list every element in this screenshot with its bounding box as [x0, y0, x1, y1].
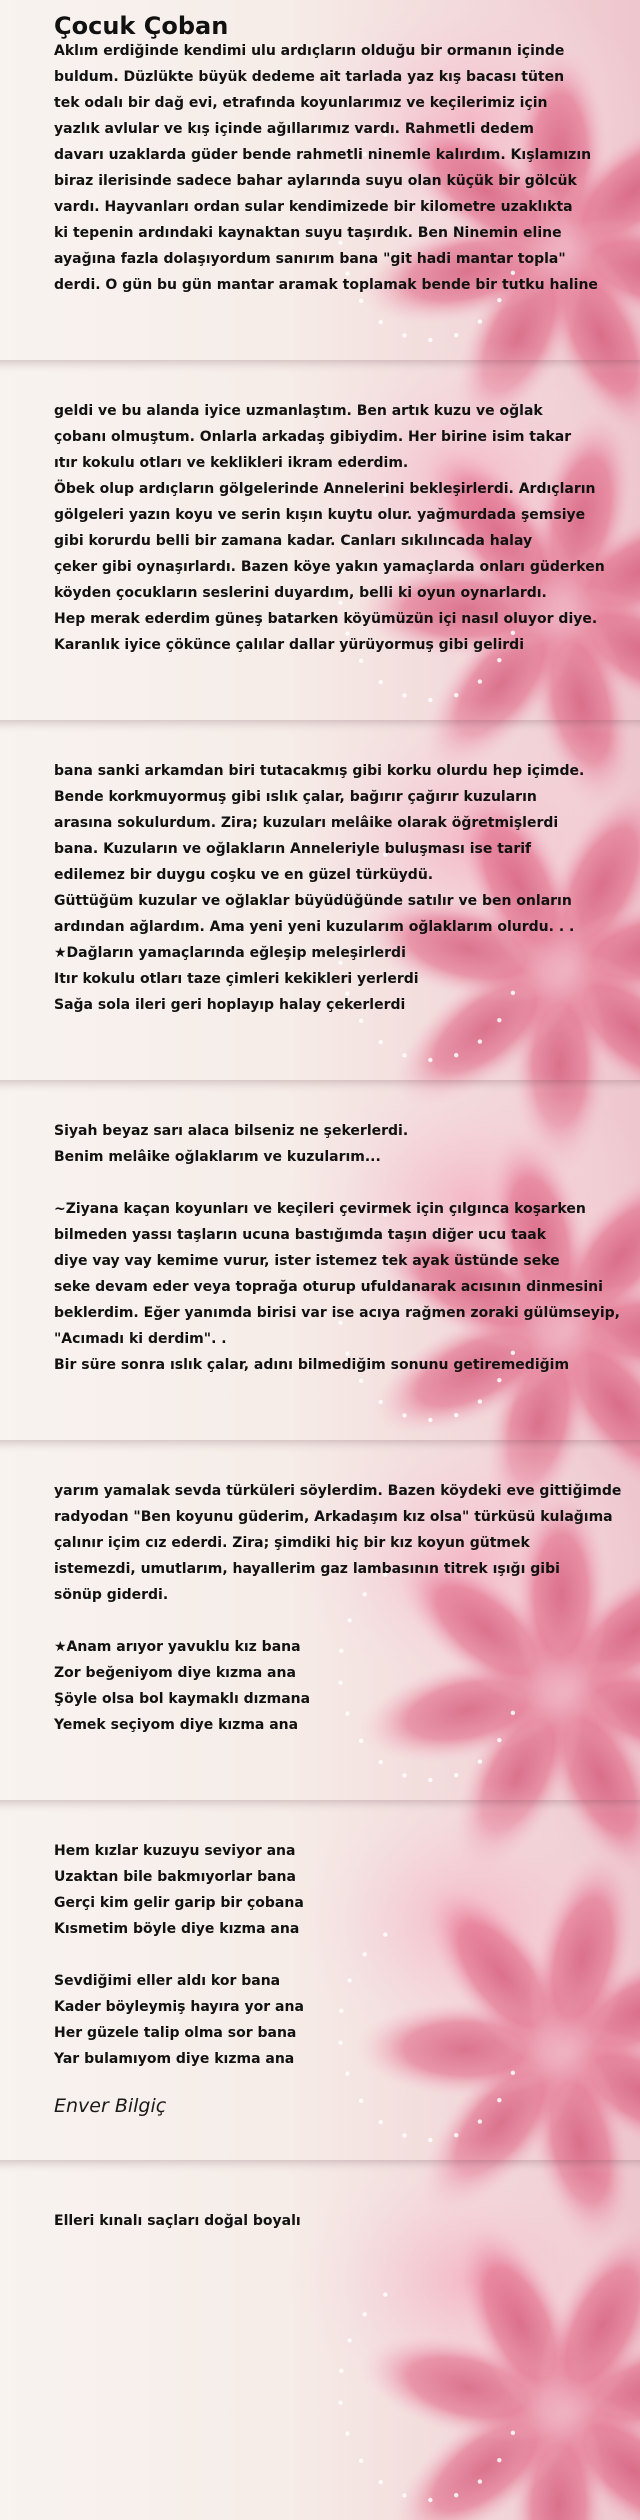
poem-line: Uzaktan bile bakmıyorlar bana	[54, 1869, 296, 1885]
poem-block	[54, 1118, 624, 1378]
poem-line: gölgeleri yazın koyu ve serin kışın kuytu olur. yağmurdada şemsiye	[54, 507, 586, 523]
poem-block	[54, 2208, 624, 2234]
poem-line: biraz ilerisinde sadece bahar aylarında suyu olan küçük bir gölcük	[54, 173, 577, 189]
poem-line: ardından ağlardım. Ama yeni yeni kuzularım oğlaklarım olurdu. . .	[54, 919, 575, 935]
poem-line	[54, 1170, 624, 1196]
poem-line	[54, 1942, 624, 1968]
poem-line: Öbek olup ardıçların gölgelerinde Annelerini bekleşirlerdi. Ardıçların	[54, 481, 596, 497]
poem-block	[54, 38, 624, 298]
poem-line: bana. Kuzuların ve oğlakların Anneleriyle buluşması ise tarif	[54, 841, 532, 857]
poem-line: arasına sokulurdum. Zira; kuzuları melâike olarak öğretmişlerdi	[54, 815, 559, 831]
poem-line: beklerdim. Eğer yanımda birisi var ise acıya rağmen zoraki gülümseyip,	[54, 1305, 620, 1321]
poem-line: Aklım erdiğinde kendimi ulu ardıçların olduğu bir ormanın içinde	[54, 43, 565, 59]
poem-line: Kısmetim böyle diye kızma ana	[54, 1921, 300, 1937]
poem-block	[54, 1478, 624, 1738]
poem-line: yazlık avlular ve kış içinde ağıllarımız vardı. Rahmetli dedem	[54, 121, 534, 137]
poem-line: çalınır içim cız ederdi. Zira; şimdiki hiç bir kız koyun gütmek	[54, 1535, 530, 1551]
poem-line: vardı. Hayvanları ordan sular kendimizede bir kilometre uzaklıkta	[54, 199, 573, 215]
poem-line: Siyah beyaz sarı alaca bilseniz ne şekerlerdi.	[54, 1123, 409, 1139]
poem-line: Karanlık iyice çökünce çalılar dallar yürüyormuş gibi gelirdi	[54, 637, 525, 653]
poem-line: buldum. Düzlükte büyük dedeme ait tarlada yaz kış bacası tüten	[54, 69, 565, 85]
poem-line: çobanı olmuştum. Onlarla arkadaş gibiydim. Her birine isim takar	[54, 429, 572, 445]
poem-line: radyodan "Ben koyunu güderim, Arkadaşım kız olsa" türküsü kulağıma	[54, 1509, 613, 1525]
poem-line: seke devam eder veya toprağa oturup ufuldanarak acısının dinmesini	[54, 1279, 603, 1295]
poem-author: Enver Bilgiç	[54, 2095, 167, 2117]
poem-line: davarı uzaklarda güder bende rahmetli ninemle kalırdım. Kışlamızın	[54, 147, 592, 163]
poem-line: edilemez bir duygu coşku ve en güzel türküydü.	[54, 867, 434, 883]
poem-line: Gerçi kim gelir garip bir çobana	[54, 1895, 304, 1911]
poem-line: yarım yamalak sevda türküleri söylerdim. Bazen köydeki eve gittiğimde	[54, 1483, 622, 1499]
poem-line: "Acımadı ki derdim". .	[54, 1331, 227, 1347]
poem-line: Elleri kınalı saçları doğal boyalı	[54, 2213, 301, 2229]
poem-block	[54, 758, 624, 1018]
poem-line: Sevdiğimi eller aldı kor bana	[54, 1973, 281, 1989]
poem-line: bana sanki arkamdan biri tutacakmış gibi korku olurdu hep içimde.	[54, 763, 585, 779]
poem-line: Sağa sola ileri geri hoplayıp halay çekerlerdi	[54, 997, 406, 1013]
poem-line: ★Dağların yamaçlarında eğleşip meleşirlerdi	[54, 945, 406, 961]
poem-line: ıtır kokulu otları ve keklikleri ikram ederdim.	[54, 455, 409, 471]
poem-title: Çocuk Çoban	[54, 12, 229, 40]
poem-line: geldi ve bu alanda iyice uzmanlaştım. Ben artık kuzu ve oğlak	[54, 403, 543, 419]
poem-block	[54, 398, 624, 658]
poem-line: ~Ziyana kaçan koyunları ve keçileri çevirmek için çılgınca koşarken	[54, 1201, 586, 1217]
poem-line	[54, 1608, 624, 1634]
poem-line: Itır kokulu otları taze çimleri kekikleri yerlerdi	[54, 971, 419, 987]
poem-line: Yemek seçiyom diye kızma ana	[54, 1717, 299, 1733]
poem-line: diye vay vay kemime vurur, ister istemez tek ayak üstünde seke	[54, 1253, 560, 1269]
poem-line: sönüp giderdi.	[54, 1587, 169, 1603]
poem-line: Benim melâike oğlaklarım ve kuzularım...	[54, 1149, 381, 1165]
poem-line: Güttüğüm kuzular ve oğlaklar büyüdüğünde satılır ve ben onların	[54, 893, 572, 909]
poem-line: derdi. O gün bu gün mantar aramak toplamak bende bir tutku haline	[54, 277, 598, 293]
poem-line: Yar bulamıyom diye kızma ana	[54, 2051, 295, 2067]
poem-line: Her güzele talip olma sor bana	[54, 2025, 297, 2041]
poem-line: Bende korkmuyormuş gibi ıslık çalar, bağırır çağırır kuzuların	[54, 789, 537, 805]
poem-line: ayağına fazla dolaşıyordum sanırım bana "git hadi mantar topla"	[54, 251, 566, 267]
poem-line: Hem kızlar kuzuyu seviyor ana	[54, 1843, 296, 1859]
poem-line: tek odalı bir dağ evi, etrafında koyunlarımız ve keçilerimiz için	[54, 95, 548, 111]
poem-block	[54, 1838, 624, 2072]
poem-line: bilmeden yassı taşların ucuna bastığımda taşın diğer ucu taak	[54, 1227, 547, 1243]
poem-line: köyden çocukların seslerini duyardım, belli ki oyun oynarlardı.	[54, 585, 547, 601]
poem-line: çeker gibi oynaşırlardı. Bazen köye yakın yamaçlarda onları güderken	[54, 559, 605, 575]
poem-line: istemezdi, umutlarım, hayallerim gaz lambasının titrek ışığı gibi	[54, 1561, 560, 1577]
poem-line: gibi korurdu belli bir zamana kadar. Canları sıkılıncada halay	[54, 533, 533, 549]
poem-line: Bir süre sonra ıslık çalar, adını bilmediğim sonunu getiremediğim	[54, 1357, 570, 1373]
poem-line: ki tepenin ardındaki kaynaktan suyu taşırdık. Ben Ninemin eline	[54, 225, 562, 241]
poem-line: ★Anam arıyor yavuklu kız bana	[54, 1639, 301, 1655]
poem-line: Hep merak ederdim güneş batarken köyümüzün içi nasıl oluyor diye.	[54, 611, 598, 627]
poem-line: Şöyle olsa bol kaymaklı dızmana	[54, 1691, 311, 1707]
poem-line: Zor beğeniyom diye kızma ana	[54, 1665, 296, 1681]
poem-line: Kader böyleymiş hayıra yor ana	[54, 1999, 304, 2015]
